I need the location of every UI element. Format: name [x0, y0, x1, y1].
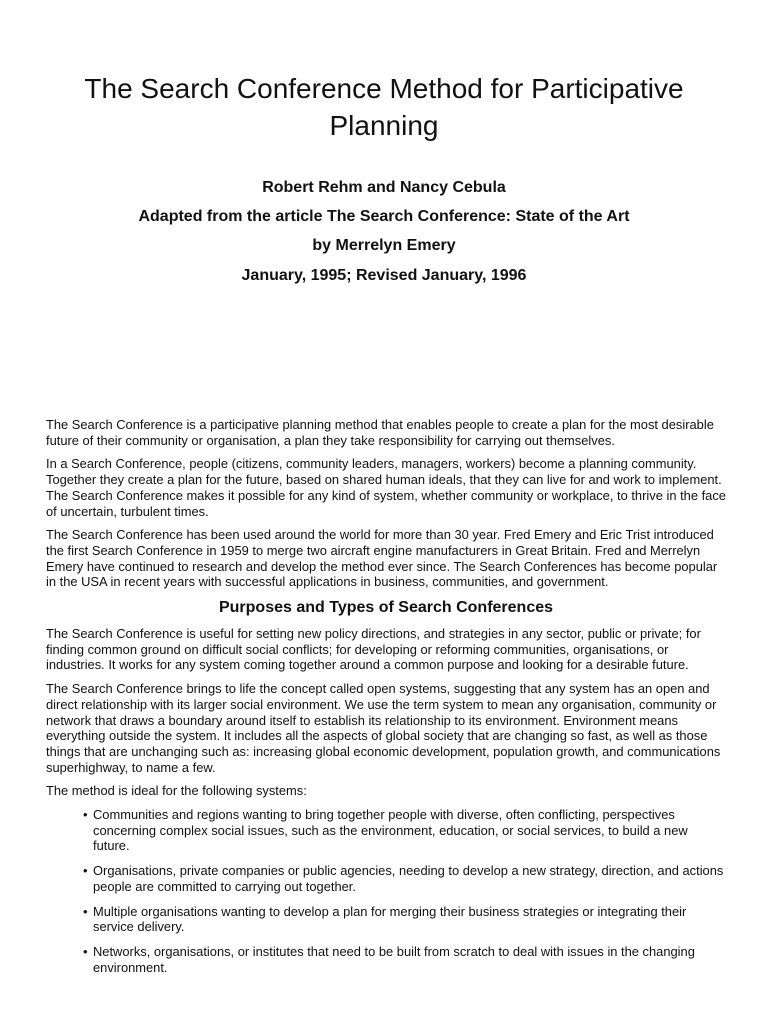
- list-item-text: Organisations, private companies or public agencies, needing to develop a new strategy, direction, and actions people are committed to carrying out together.: [93, 863, 724, 894]
- list-item-text: Multiple organisations wanting to develop a plan for merging their business strategies or integrating their service delivery.: [93, 903, 687, 935]
- adapted-from-line: Adapted from the article The Search Conference: State of the Art: [138, 208, 630, 225]
- list-item: [83, 807, 726, 854]
- intro-paragraph-1: The Search Conference is a participative planning method that enables people to create a plan for the most desirable future of their community or organisation, a plan they take responsibility for carrying out themselves.: [46, 417, 714, 448]
- bullet-icon: •: [83, 903, 88, 919]
- section-paragraph-1: The Search Conference is useful for setting new policy directions, and strategies in any sector, public or private; for finding common ground on difficult social conflicts; for developing or reforming communities, organisations, or industries. It works for any system coming together around a common purpose and looking for a desirable future.: [46, 626, 701, 673]
- date-line: January, 1995; Revised January, 1996: [241, 267, 527, 284]
- bullet-icon: •: [83, 863, 88, 879]
- section-paragraph-2: The Search Conference brings to life the concept called open systems, suggesting that any system has an open and direct relationship with its larger social environment. We use the term system to mean any organisation, community or network that draws a boundary around itself to establish its relationship to its environment. Environment means everything outside the system. It includes all the aspects of global society that are changing so fast, as well as those things that are unchanging such as: increasing global economic development, population growth, and communications superhighway, to name a few.: [46, 681, 721, 775]
- intro-paragraph-2: In a Search Conference, people (citizens, community leaders, managers, workers) become a planning community. Together they create a plan for the future, based on shared human ideals, that they can live for and work to implement. The Search Conference makes it possible for any kind of system, whether community or workplace, to thrive in the face of uncertain, turbulent times.: [46, 456, 726, 519]
- original-author-line: by Merrelyn Emery: [312, 237, 456, 254]
- section-paragraph-3: The method is ideal for the following systems:: [46, 783, 307, 799]
- authors-line: Robert Rehm and Nancy Cebula: [262, 179, 506, 196]
- document-body: [46, 417, 726, 984]
- list-item-text: Networks, organisations, or institutes that need to be built from scratch to deal with issues in the changing environment.: [93, 943, 695, 975]
- intro-paragraph-3: The Search Conference has been used around the world for more than 30 year. Fred Emery and Eric Trist introduced the first Search Conference in 1959 to merge two aircraft engine manufacturers in Great Britain. Fred and Merrelyn Emery have continued to research and develop the method ever since. The Search Conferences has become popular in the USA in recent years with successful applications in business, communities, and government.: [46, 527, 718, 590]
- list-item: [83, 904, 726, 935]
- bullet-icon: •: [83, 807, 88, 823]
- systems-bullet-list: [46, 807, 726, 975]
- list-item: [83, 863, 726, 894]
- list-item-text: Communities and regions wanting to bring together people with diverse, often conflicting, perspectives concerning complex social issues, such as the environment, education, or social services, to build a new future.: [93, 807, 688, 854]
- bullet-icon: •: [83, 943, 88, 959]
- section-heading: Purposes and Types of Search Conferences: [218, 599, 554, 617]
- document-title: The Search Conference Method for Participative Planning: [84, 73, 684, 141]
- list-item: [83, 944, 726, 975]
